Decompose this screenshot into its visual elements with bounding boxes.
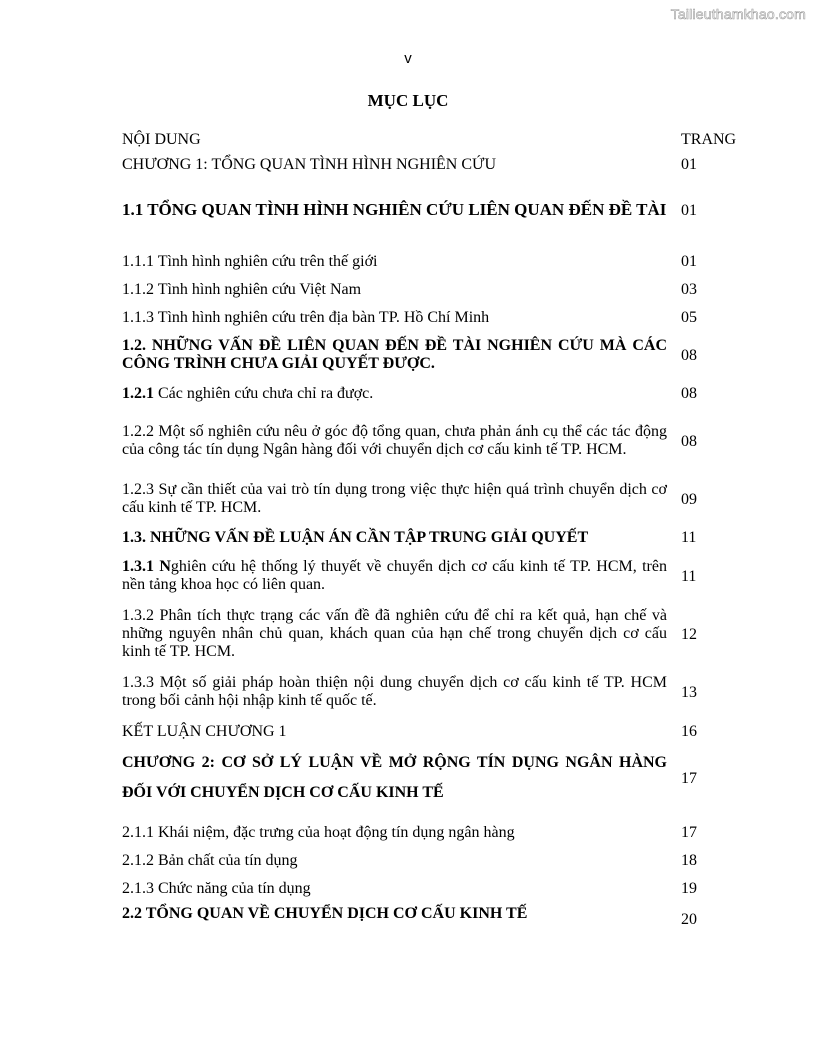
toc-entry-text: 2.1.3 Chức năng của tín dụng <box>122 879 311 897</box>
page-number: v <box>404 50 412 67</box>
toc-entry <box>122 247 742 275</box>
toc-entry <box>122 152 742 176</box>
toc-entry-text: 1.1.2 Tình hình nghiên cứu Việt Nam <box>122 280 362 298</box>
toc-header <box>122 128 742 150</box>
toc-entry-text: 1.2.3 Sự cần thiết của vai trò tín dụng trong việc thực hiện quá trình chuyển dịch cơ cấu kinh tế TP. HCM. <box>122 481 667 516</box>
toc-entry <box>122 600 742 668</box>
toc-entry-page: 01 <box>681 155 697 173</box>
toc-entry-page: 12 <box>681 625 697 643</box>
toc-entry <box>122 716 742 746</box>
page-title: MỤC LỤC <box>367 91 449 110</box>
toc-entry <box>122 668 742 716</box>
toc-entry-page: 18 <box>681 851 697 869</box>
toc-entry-text: 1.3.2 Phân tích thực trạng các vấn đề đã nghiên cứu để chỉ ra kết quả, hạn chế và những nguyên nhân chủ quan, khách quan của hạn chế trong chuyển dịch cơ cấu kinh tế TP. HCM. <box>122 607 667 660</box>
toc-entry-number: 1.2.1 <box>122 384 154 402</box>
toc-entry <box>122 475 742 523</box>
toc-entry-text: 1.1 TỔNG QUAN TÌNH HÌNH NGHIÊN CỨU LIÊN QUAN ĐẾN ĐỀ TÀI <box>122 200 667 219</box>
toc-entry-text: 1.3.3 Một số giải pháp hoàn thiện nội dung chuyển dịch cơ cấu kinh tế TP. HCM trong bối cảnh hội nhập kinh tế quốc tế. <box>122 674 667 709</box>
toc-entry-text: 2.2 TỔNG QUAN VỀ CHUYỂN DỊCH CƠ CẤU KINH TẾ <box>122 905 528 922</box>
toc-entry-page: 13 <box>681 683 697 701</box>
toc-entry-text: 2.1.2 Bản chất của tín dụng <box>122 851 298 869</box>
toc-entry-page: 01 <box>681 252 697 270</box>
toc-entry-page: 08 <box>681 346 697 364</box>
toc-entry-title: ghiên cứu hệ thống lý thuyết về chuyển dịch cơ cấu kinh tế TP. HCM, trên nền tảng khoa học có liên quan. <box>122 558 667 593</box>
toc-entry <box>122 407 742 475</box>
toc-entry <box>122 902 742 934</box>
toc-entry-title: Các nghiên cứu chưa chỉ ra được. <box>154 384 374 402</box>
toc-entry-page: 09 <box>681 490 697 508</box>
toc-entry-text: KẾT LUẬN CHƯƠNG 1 <box>122 722 287 740</box>
toc-entry-page: 11 <box>681 529 697 546</box>
toc-entry <box>122 331 742 379</box>
toc-entry <box>122 874 742 902</box>
toc-entry <box>122 846 742 874</box>
toc-entry-page: 17 <box>681 769 697 787</box>
toc-entry <box>122 275 742 303</box>
toc-entry <box>122 746 742 810</box>
toc-entry-page: 17 <box>681 823 697 841</box>
toc-entry-text: 1.2. NHỮNG VẤN ĐỀ LIÊN QUAN ĐẾN ĐỀ TÀI NGHIÊN CỨU MÀ CÁC CÔNG TRÌNH CHƯA GIẢI QUYẾT ĐƯỢC. <box>122 337 667 372</box>
toc-entry-text: 1.1.3 Tình hình nghiên cứu trên địa bàn TP. Hồ Chí Minh <box>122 308 490 326</box>
toc-entry-page: 03 <box>681 280 697 298</box>
toc-entry <box>122 176 742 244</box>
toc-entry-page: 05 <box>681 308 697 326</box>
toc-entry-text: 1.1.1 Tình hình nghiên cứu trên thế giới <box>122 252 378 270</box>
toc-entry-text <box>122 384 667 403</box>
toc-entry-text: CHƯƠNG 2: CƠ SỞ LÝ LUẬN VỀ MỞ RỘNG TÍN DỤNG NGÂN HÀNG ĐỐI VỚI CHUYỂN DỊCH CƠ CẤU KINH TẾ <box>122 754 667 801</box>
toc-entry-number: 1.3.1 N <box>122 558 171 575</box>
page-column-header: TRANG <box>681 130 737 148</box>
toc-entry-text: 1.3. NHỮNG VẤN ĐỀ LUẬN ÁN CẦN TẬP TRUNG GIẢI QUYẾT <box>122 529 589 546</box>
toc-entry <box>122 552 742 600</box>
toc-entry-page: 19 <box>681 879 697 897</box>
toc-entry <box>122 379 742 407</box>
toc-entry-page: 01 <box>681 201 697 219</box>
toc-entry <box>122 523 742 552</box>
toc-entry-page: 08 <box>681 432 697 450</box>
toc-entry-text: 2.1.1 Khái niệm, đặc trưng của hoạt động tín dụng ngân hàng <box>122 823 515 841</box>
content-column-header: NỘI DUNG <box>122 130 201 148</box>
toc-entry-text <box>122 558 667 594</box>
toc-entry <box>122 303 742 331</box>
watermark: Tailieuthamkhao.com <box>670 6 806 22</box>
toc-entry-text: 1.2.2 Một số nghiên cứu nêu ở góc độ tổng quan, chưa phản ánh cụ thể các tác động của công tác tín dụng Ngân hàng đối với chuyển dịch cơ cấu kinh tế TP. HCM. <box>122 423 667 458</box>
toc-entry-page: 11 <box>681 567 697 585</box>
toc-entry-text: CHƯƠNG 1: TỔNG QUAN TÌNH HÌNH NGHIÊN CỨU <box>122 155 496 173</box>
table-of-contents <box>122 128 742 934</box>
toc-entry-page: 20 <box>681 911 697 928</box>
toc-entry-page: 08 <box>681 384 697 402</box>
toc-entry <box>122 818 742 846</box>
toc-entry-page: 16 <box>681 722 697 740</box>
